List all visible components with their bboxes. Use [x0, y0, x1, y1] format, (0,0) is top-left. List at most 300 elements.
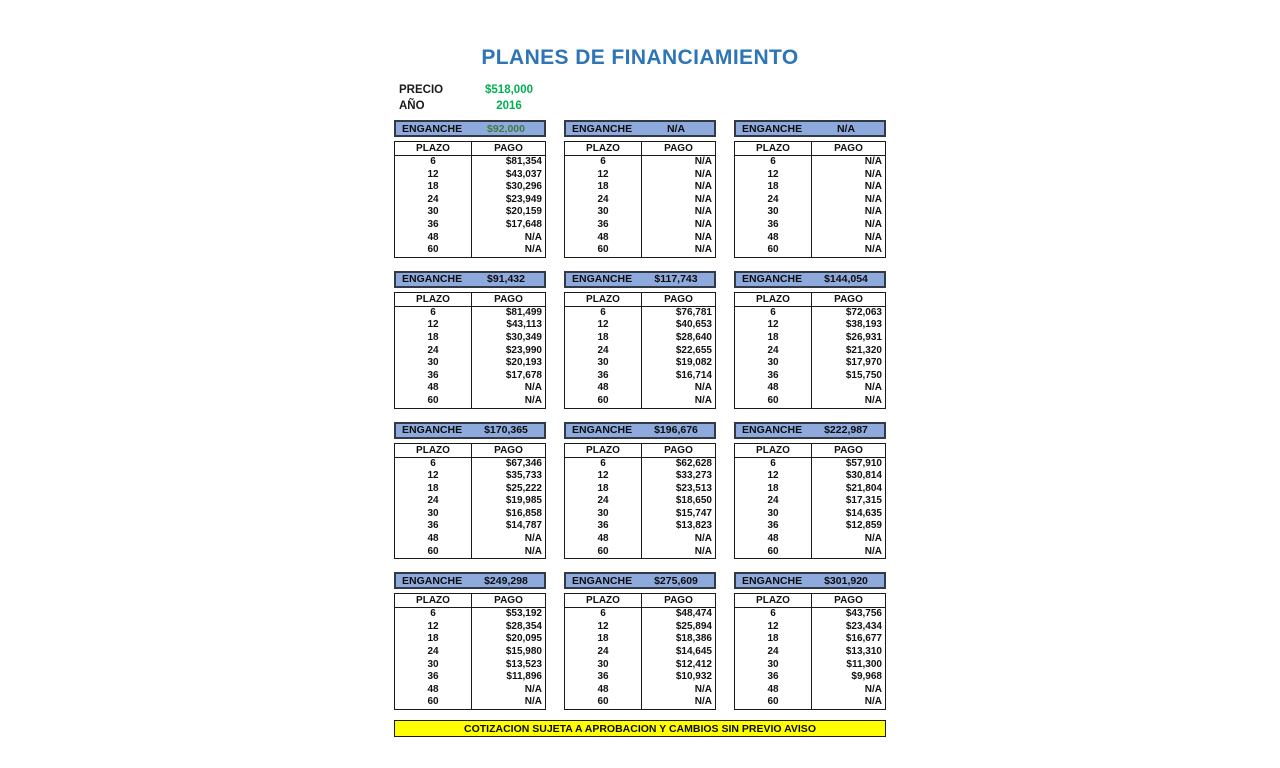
pago-value: N/A — [864, 181, 882, 193]
plan-table-body — [735, 156, 886, 258]
plazo-value: 18 — [565, 332, 642, 345]
payment-table — [564, 443, 716, 560]
plazo-value: 12 — [565, 319, 642, 332]
plazo-value: 12 — [395, 470, 472, 483]
plazo-column-header: PLAZO — [735, 594, 812, 608]
table-row — [565, 621, 716, 634]
plazo-value: 30 — [565, 206, 642, 219]
plazo-value: 6 — [565, 306, 642, 319]
plazo-column-header: PLAZO — [735, 443, 812, 457]
plazo-value: 36 — [735, 219, 812, 232]
plazo-value: 30 — [565, 508, 642, 521]
pago-value: $20,095 — [505, 633, 542, 645]
plazo-value: 18 — [395, 181, 472, 194]
table-row — [395, 395, 546, 408]
pago-value: $16,714 — [675, 369, 712, 381]
pago-value: N/A — [864, 394, 882, 406]
table-row — [565, 608, 716, 621]
pago-value: $72,063 — [845, 306, 882, 318]
plazo-value: 48 — [395, 382, 472, 395]
pago-value: $53,192 — [505, 608, 542, 620]
pago-column-header: PAGO — [642, 292, 716, 306]
plazo-column-header: PLAZO — [735, 142, 812, 156]
plazo-value: 36 — [735, 370, 812, 383]
pago-value: N/A — [524, 683, 542, 695]
pago-value: $17,678 — [505, 369, 542, 381]
plan-table-body — [395, 306, 546, 408]
table-row — [565, 520, 716, 533]
table-row — [565, 495, 716, 508]
table-row — [565, 244, 716, 257]
enganche-value: N/A — [836, 122, 856, 135]
plazo-value: 30 — [735, 508, 812, 521]
table-row — [395, 470, 546, 483]
plazo-value: 6 — [735, 608, 812, 621]
pago-value: N/A — [694, 218, 712, 230]
plazo-value: 24 — [395, 495, 472, 508]
plazo-value: 6 — [395, 306, 472, 319]
plazo-value: 30 — [395, 357, 472, 370]
enganche-value: $117,743 — [654, 273, 698, 286]
plazo-value: 48 — [735, 533, 812, 546]
pago-value: N/A — [694, 181, 712, 193]
enganche-header-bar — [394, 271, 546, 288]
table-row — [735, 621, 886, 634]
plan-table-body — [565, 457, 716, 559]
pago-value: $14,635 — [845, 507, 882, 519]
table-row — [735, 696, 886, 709]
pago-value: $30,814 — [845, 470, 882, 482]
table-row — [735, 659, 886, 672]
plazo-value: 6 — [735, 156, 812, 169]
pago-column-header: PAGO — [472, 594, 546, 608]
plazo-value: 30 — [395, 206, 472, 219]
pago-value: N/A — [864, 683, 882, 695]
pago-value: N/A — [694, 382, 712, 394]
plazo-value: 36 — [395, 370, 472, 383]
plazo-value: 6 — [395, 608, 472, 621]
table-row — [565, 370, 716, 383]
plazo-value: 30 — [735, 206, 812, 219]
table-row — [395, 232, 546, 245]
plazo-value: 24 — [565, 495, 642, 508]
plazo-value: 6 — [395, 457, 472, 470]
table-row — [565, 206, 716, 219]
table-row — [395, 671, 546, 684]
pago-value: $21,320 — [845, 344, 882, 356]
financing-plan-card — [394, 422, 546, 560]
pago-value: $25,894 — [675, 620, 712, 632]
pago-value: $9,968 — [851, 671, 882, 683]
enganche-header-bar — [564, 271, 716, 288]
table-header-row — [395, 594, 546, 608]
pago-value: N/A — [694, 206, 712, 218]
table-row — [565, 169, 716, 182]
pago-column-header: PAGO — [812, 142, 886, 156]
table-row — [735, 470, 886, 483]
pago-value: $21,804 — [845, 482, 882, 494]
table-row — [395, 206, 546, 219]
anio-label: AÑO — [399, 100, 425, 112]
pago-value: N/A — [524, 533, 542, 545]
enganche-label: ENGANCHE — [572, 273, 633, 286]
plazo-value: 30 — [565, 357, 642, 370]
table-row — [395, 696, 546, 709]
payment-table — [734, 443, 886, 560]
pago-value: N/A — [524, 382, 542, 394]
table-row — [395, 181, 546, 194]
table-row — [395, 621, 546, 634]
table-row — [735, 633, 886, 646]
plazo-value: 48 — [395, 232, 472, 245]
pago-value: N/A — [694, 683, 712, 695]
pago-value: $76,781 — [675, 306, 712, 318]
plazo-value: 48 — [395, 533, 472, 546]
pago-value: $16,858 — [505, 507, 542, 519]
plazo-value: 6 — [565, 608, 642, 621]
table-row — [735, 457, 886, 470]
enganche-header-bar — [734, 120, 886, 137]
enganche-value: $301,920 — [824, 574, 868, 587]
financing-plan-card — [564, 422, 716, 560]
enganche-header-bar — [564, 120, 716, 137]
plazo-value: 12 — [565, 621, 642, 634]
plan-table-body — [395, 457, 546, 559]
plazo-value: 12 — [565, 470, 642, 483]
pago-value: N/A — [694, 394, 712, 406]
financing-plan-card — [394, 572, 546, 710]
payment-table — [394, 292, 546, 409]
table-row — [565, 232, 716, 245]
pago-value: $20,193 — [505, 357, 542, 369]
pago-value: N/A — [864, 218, 882, 230]
table-header-row — [565, 443, 716, 457]
table-row — [735, 332, 886, 345]
pago-value: $13,523 — [505, 658, 542, 670]
pago-value: $15,980 — [505, 646, 542, 658]
pago-value: N/A — [524, 231, 542, 243]
plazo-value: 48 — [735, 232, 812, 245]
pago-value: N/A — [694, 533, 712, 545]
enganche-value: $222,987 — [824, 424, 868, 436]
table-row — [395, 357, 546, 370]
table-row — [565, 395, 716, 408]
plazo-value: 12 — [735, 470, 812, 483]
plan-table-body — [735, 306, 886, 408]
plazo-value: 60 — [395, 395, 472, 408]
pago-value: $13,310 — [845, 646, 882, 658]
plazo-value: 30 — [395, 659, 472, 672]
pago-column-header: PAGO — [472, 142, 546, 156]
pago-value: $18,650 — [675, 495, 712, 507]
table-row — [735, 646, 886, 659]
pago-value: N/A — [694, 244, 712, 256]
pago-value: $11,300 — [846, 658, 882, 670]
financing-plan-card — [394, 271, 546, 409]
table-row — [735, 219, 886, 232]
pago-value: $12,412 — [675, 658, 712, 670]
plans-grid — [394, 120, 886, 710]
plazo-value: 60 — [565, 696, 642, 709]
payment-table — [394, 593, 546, 710]
enganche-header-bar — [394, 572, 546, 589]
pago-value: $30,296 — [505, 181, 542, 193]
table-row — [395, 508, 546, 521]
pago-value: N/A — [864, 545, 882, 557]
plazo-value: 18 — [565, 181, 642, 194]
enganche-header-bar — [394, 120, 546, 137]
table-row — [565, 533, 716, 546]
pago-value: N/A — [864, 206, 882, 218]
enganche-header-bar — [394, 422, 546, 439]
table-row — [395, 608, 546, 621]
table-row — [735, 495, 886, 508]
plazo-value: 36 — [735, 671, 812, 684]
plazo-value: 18 — [565, 483, 642, 496]
pago-column-header: PAGO — [642, 443, 716, 457]
pago-value: N/A — [864, 696, 882, 708]
pago-value: $67,346 — [505, 457, 542, 469]
table-row — [735, 357, 886, 370]
pago-value: $38,193 — [845, 319, 882, 331]
table-row — [395, 684, 546, 697]
enganche-header-bar — [564, 572, 716, 589]
pago-value: $28,354 — [505, 620, 542, 632]
table-row — [395, 633, 546, 646]
enganche-value: $249,298 — [484, 574, 528, 587]
pago-value: $12,859 — [845, 520, 882, 532]
enganche-value: $144,054 — [824, 273, 868, 286]
plazo-value: 36 — [395, 671, 472, 684]
plazo-value: 24 — [395, 194, 472, 207]
pago-value: N/A — [694, 156, 712, 167]
pago-value: $30,349 — [505, 331, 542, 343]
plan-table-body — [565, 306, 716, 408]
pago-value: $17,648 — [505, 218, 542, 230]
plazo-column-header: PLAZO — [735, 292, 812, 306]
pago-value: $22,655 — [675, 344, 712, 356]
table-row — [565, 345, 716, 358]
plazo-value: 60 — [735, 244, 812, 257]
pago-value: $43,756 — [845, 608, 882, 620]
plazo-value: 12 — [395, 621, 472, 634]
plazo-value: 12 — [735, 319, 812, 332]
pago-value: N/A — [524, 394, 542, 406]
plan-table-body — [735, 457, 886, 559]
table-row — [395, 457, 546, 470]
pago-value: $81,354 — [505, 156, 542, 167]
plazo-value: 60 — [565, 244, 642, 257]
table-row — [735, 194, 886, 207]
plazo-value: 24 — [735, 194, 812, 207]
plazo-value: 48 — [735, 684, 812, 697]
table-row — [565, 156, 716, 169]
table-row — [395, 495, 546, 508]
table-row — [565, 696, 716, 709]
plazo-column-header: PLAZO — [395, 142, 472, 156]
table-row — [395, 306, 546, 319]
table-row — [395, 382, 546, 395]
plazo-value: 60 — [735, 395, 812, 408]
pago-value: $23,434 — [845, 620, 882, 632]
plazo-value: 6 — [735, 306, 812, 319]
table-row — [395, 646, 546, 659]
enganche-header-bar — [734, 572, 886, 589]
pago-value: $16,677 — [845, 633, 882, 645]
plazo-value: 18 — [735, 181, 812, 194]
pago-column-header: PAGO — [812, 292, 886, 306]
pago-value: $23,513 — [675, 482, 712, 494]
table-row — [735, 244, 886, 257]
table-header-row — [735, 142, 886, 156]
payment-table — [564, 593, 716, 710]
pago-value: N/A — [864, 231, 882, 243]
pago-value: $33,273 — [675, 470, 712, 482]
table-row — [395, 332, 546, 345]
pago-value: N/A — [864, 382, 882, 394]
enganche-value: $275,609 — [654, 574, 698, 587]
table-row — [735, 319, 886, 332]
table-row — [395, 370, 546, 383]
plazo-value: 48 — [565, 382, 642, 395]
plazo-value: 30 — [735, 357, 812, 370]
table-header-row — [565, 142, 716, 156]
pago-value: $20,159 — [505, 206, 542, 218]
anio-value: 2016 — [496, 100, 522, 112]
plazo-value: 60 — [735, 696, 812, 709]
pago-column-header: PAGO — [642, 594, 716, 608]
financing-plan-card — [734, 271, 886, 409]
pago-value: $57,910 — [845, 457, 882, 469]
table-row — [395, 156, 546, 169]
plazo-value: 48 — [735, 382, 812, 395]
plazo-value: 60 — [565, 395, 642, 408]
enganche-label: ENGANCHE — [572, 574, 633, 587]
table-header-row — [565, 594, 716, 608]
table-row — [565, 181, 716, 194]
pago-value: N/A — [864, 168, 882, 180]
pago-value: $23,949 — [505, 193, 542, 205]
plazo-value: 36 — [565, 370, 642, 383]
table-row — [395, 345, 546, 358]
payment-table — [564, 141, 716, 258]
payment-table — [394, 443, 546, 560]
table-row — [565, 483, 716, 496]
pago-value: $18,386 — [675, 633, 712, 645]
plan-table-body — [395, 608, 546, 710]
plazo-value: 60 — [565, 546, 642, 559]
table-row — [735, 156, 886, 169]
table-row — [395, 219, 546, 232]
enganche-label: ENGANCHE — [572, 424, 633, 436]
plazo-value: 18 — [395, 332, 472, 345]
table-row — [735, 345, 886, 358]
plazo-value: 6 — [565, 457, 642, 470]
table-row — [735, 483, 886, 496]
table-row — [565, 382, 716, 395]
plazo-value: 48 — [395, 684, 472, 697]
table-row — [735, 370, 886, 383]
pago-value: $40,653 — [675, 319, 712, 331]
table-row — [735, 181, 886, 194]
enganche-label: ENGANCHE — [402, 273, 463, 286]
table-row — [735, 232, 886, 245]
plazo-value: 60 — [395, 244, 472, 257]
pago-value: N/A — [864, 156, 882, 167]
pago-value: $19,082 — [675, 357, 712, 369]
table-row — [395, 533, 546, 546]
plazo-value: 36 — [565, 520, 642, 533]
table-row — [565, 319, 716, 332]
plazo-value: 18 — [735, 332, 812, 345]
table-row — [735, 520, 886, 533]
pago-value: N/A — [694, 545, 712, 557]
table-row — [395, 244, 546, 257]
enganche-label: ENGANCHE — [742, 122, 803, 135]
plazo-value: 18 — [735, 483, 812, 496]
plazo-value: 12 — [395, 169, 472, 182]
plazo-value: 24 — [395, 646, 472, 659]
pago-column-header: PAGO — [812, 594, 886, 608]
plazo-value: 24 — [735, 495, 812, 508]
plazo-value: 36 — [565, 671, 642, 684]
table-row — [735, 395, 886, 408]
enganche-label: ENGANCHE — [402, 424, 463, 436]
enganche-header-bar — [734, 422, 886, 439]
plazo-value: 30 — [395, 508, 472, 521]
enganche-value: $91,432 — [487, 273, 525, 286]
table-row — [395, 194, 546, 207]
plazo-value: 36 — [565, 219, 642, 232]
pago-value: $15,747 — [675, 507, 712, 519]
enganche-label: ENGANCHE — [742, 424, 803, 436]
financing-plan-card — [564, 572, 716, 710]
pago-value: $28,640 — [675, 331, 712, 343]
pago-value: $43,113 — [506, 319, 542, 331]
table-row — [735, 546, 886, 559]
enganche-label: ENGANCHE — [402, 122, 463, 135]
plazo-value: 24 — [565, 345, 642, 358]
precio-value: $518,000 — [485, 84, 533, 96]
plazo-column-header: PLAZO — [565, 594, 642, 608]
payment-table — [734, 141, 886, 258]
table-row — [395, 483, 546, 496]
table-row — [735, 382, 886, 395]
financing-plan-card — [564, 271, 716, 409]
financing-document — [394, 0, 886, 737]
plazo-value: 12 — [565, 169, 642, 182]
pago-column-header: PAGO — [642, 142, 716, 156]
table-header-row — [735, 443, 886, 457]
table-row — [565, 508, 716, 521]
pago-value: N/A — [864, 533, 882, 545]
table-row — [565, 306, 716, 319]
pago-value: N/A — [694, 231, 712, 243]
financing-plan-card — [564, 120, 716, 258]
plazo-value: 48 — [565, 533, 642, 546]
payment-table — [734, 593, 886, 710]
pago-value: $14,645 — [675, 646, 712, 658]
financing-plan-card — [394, 120, 546, 258]
disclaimer-banner: COTIZACION SUJETA A APROBACION Y CAMBIOS SIN PREVIO AVISO — [394, 720, 886, 737]
table-row — [565, 357, 716, 370]
plazo-column-header: PLAZO — [395, 594, 472, 608]
plazo-value: 18 — [565, 633, 642, 646]
precio-row — [399, 82, 886, 98]
pago-value: $17,315 — [845, 495, 882, 507]
plazo-column-header: PLAZO — [565, 292, 642, 306]
pago-value: $81,499 — [505, 306, 542, 318]
